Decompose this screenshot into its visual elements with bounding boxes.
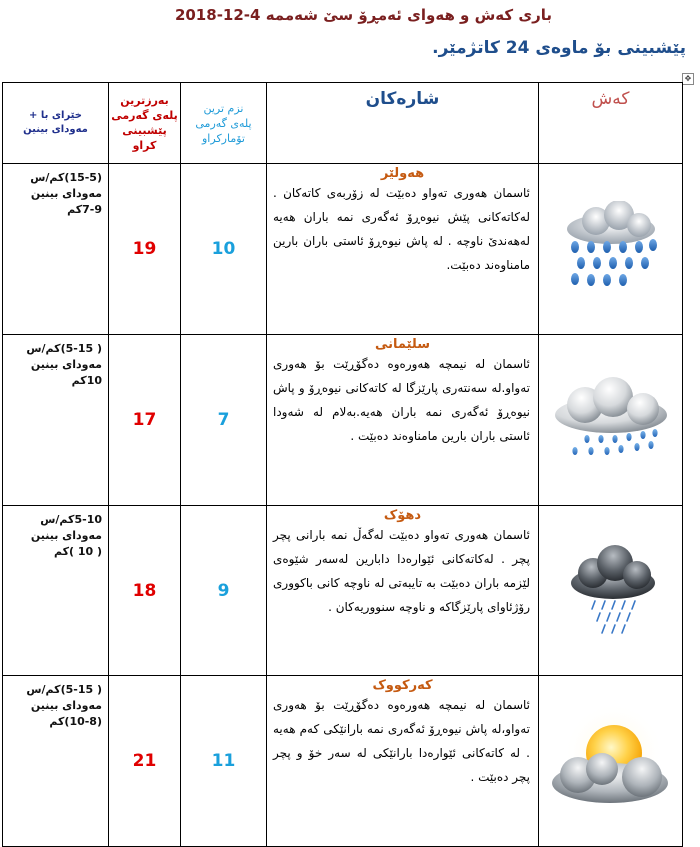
city-cell xyxy=(267,164,539,335)
wind-visibility-cell: (15-5)کم/س مەودای بینین 7-9کم xyxy=(3,164,109,335)
weather-icon-cell xyxy=(539,335,683,506)
city-cell xyxy=(267,676,539,847)
city-name: دهۆک xyxy=(383,508,422,523)
min-temp-cell: 9 xyxy=(181,506,267,676)
table-row xyxy=(3,335,683,506)
city-name: سلێمانی xyxy=(374,337,431,352)
forecast-description: ئاسمان لە نیمچە هەورەوە دەگۆڕێت بۆ هەوری تەواو.لە سەنتەری پارێزگا لە کاتەکانی نیوەڕۆ و پاش نیوەڕۆ ئەگەری نمە باران هەیە.بەلام لە شەودا ئاستی باران بارین مامناوەند دەبێت . xyxy=(273,357,530,443)
weather-icon-cell xyxy=(539,164,683,335)
wind-visibility-cell: 5-10کم/س مەودای بینین ( 10 )کم xyxy=(3,506,109,676)
report-title: باری کەش و هەوای ئەمڕۆ سێ شەممە 4-12-2018 xyxy=(174,6,552,24)
city-name: هەولێر xyxy=(380,166,425,181)
max-temp-cell: 17 xyxy=(109,335,181,506)
min-temp-cell: 7 xyxy=(181,335,267,506)
max-temp-cell: 19 xyxy=(109,164,181,335)
weather-icon-cell xyxy=(539,676,683,847)
header-min-temp: نزم ترین پلەی گەرمی تۆمارکراو xyxy=(181,83,267,164)
forecast-subtitle: پێشبینی بۆ ماوەی 24 کاتژمێر. xyxy=(432,38,686,58)
wind-visibility-cell: ( 5-15)کم/س مەودای بینین 10کم xyxy=(3,335,109,506)
min-temp-cell: 11 xyxy=(181,676,267,847)
table-row xyxy=(3,164,683,335)
max-temp-cell: 21 xyxy=(109,676,181,847)
wind-visibility-cell: ( 5-15)کم/س مەودای بینین (10-8)کم xyxy=(3,676,109,847)
table-row xyxy=(3,506,683,676)
header-max-temp: بەرزترین پلەی گەرمی پێشبینی کراو xyxy=(109,83,181,164)
header-weather: کەش xyxy=(539,83,683,164)
weather-table xyxy=(2,82,683,847)
drizzle-cloud-icon xyxy=(551,375,671,461)
forecast-description: ئاسمان هەوری تەواو دەبێت لەگەڵ نمە بارانی پچر پچر . لەکاتەکانی ئێوارەدا دابارین لەسەر شێوەی لێزمە باران دەبێت بە تایبەتی لە ناوچە کانی باکووری رۆژئاوای پارێزگاکە و ناوچە سنووریەکان . xyxy=(273,528,530,614)
forecast-description: ئاسمان هەوری تەواو دەبێت لە زۆربەی کاتەکان . لەکاتەکانی پێش نیوەڕۆ ئەگەری نمە باران هەیە لەهەندێ ناوچە . لە پاش نیوەڕۆ ئاستی باران بارین مامناوەند دەبێت. xyxy=(273,186,530,272)
forecast-description: ئاسمان لە نیمچە هەورەوە دەگۆڕێت بۆ هەوری تەواو،لە پاش نیوەڕۆ ئەگەری نمە بارانێکی کەم هەیە . لە کاتەکانی ئێوارەدا بارانێکی لە سەر خۆ و پچر پچر دەبێت . xyxy=(273,698,530,784)
weather-icon-cell xyxy=(539,506,683,676)
table-row xyxy=(3,676,683,847)
partly-cloudy-icon xyxy=(544,691,678,827)
max-temp-cell: 18 xyxy=(109,506,181,676)
min-temp-cell: 10 xyxy=(181,164,267,335)
table-move-handle-icon[interactable]: ✥ xyxy=(682,73,694,85)
storm-cloud-icon xyxy=(565,539,657,639)
table-header-row xyxy=(3,83,683,164)
city-cell xyxy=(267,506,539,676)
header-cities: شارەکان xyxy=(267,83,539,164)
header-wind-visibility: خێرای با + مەودای بینین xyxy=(3,83,109,164)
city-cell xyxy=(267,335,539,506)
city-name: کەرکووک xyxy=(372,678,433,693)
rain-cloud-icon xyxy=(561,201,661,293)
